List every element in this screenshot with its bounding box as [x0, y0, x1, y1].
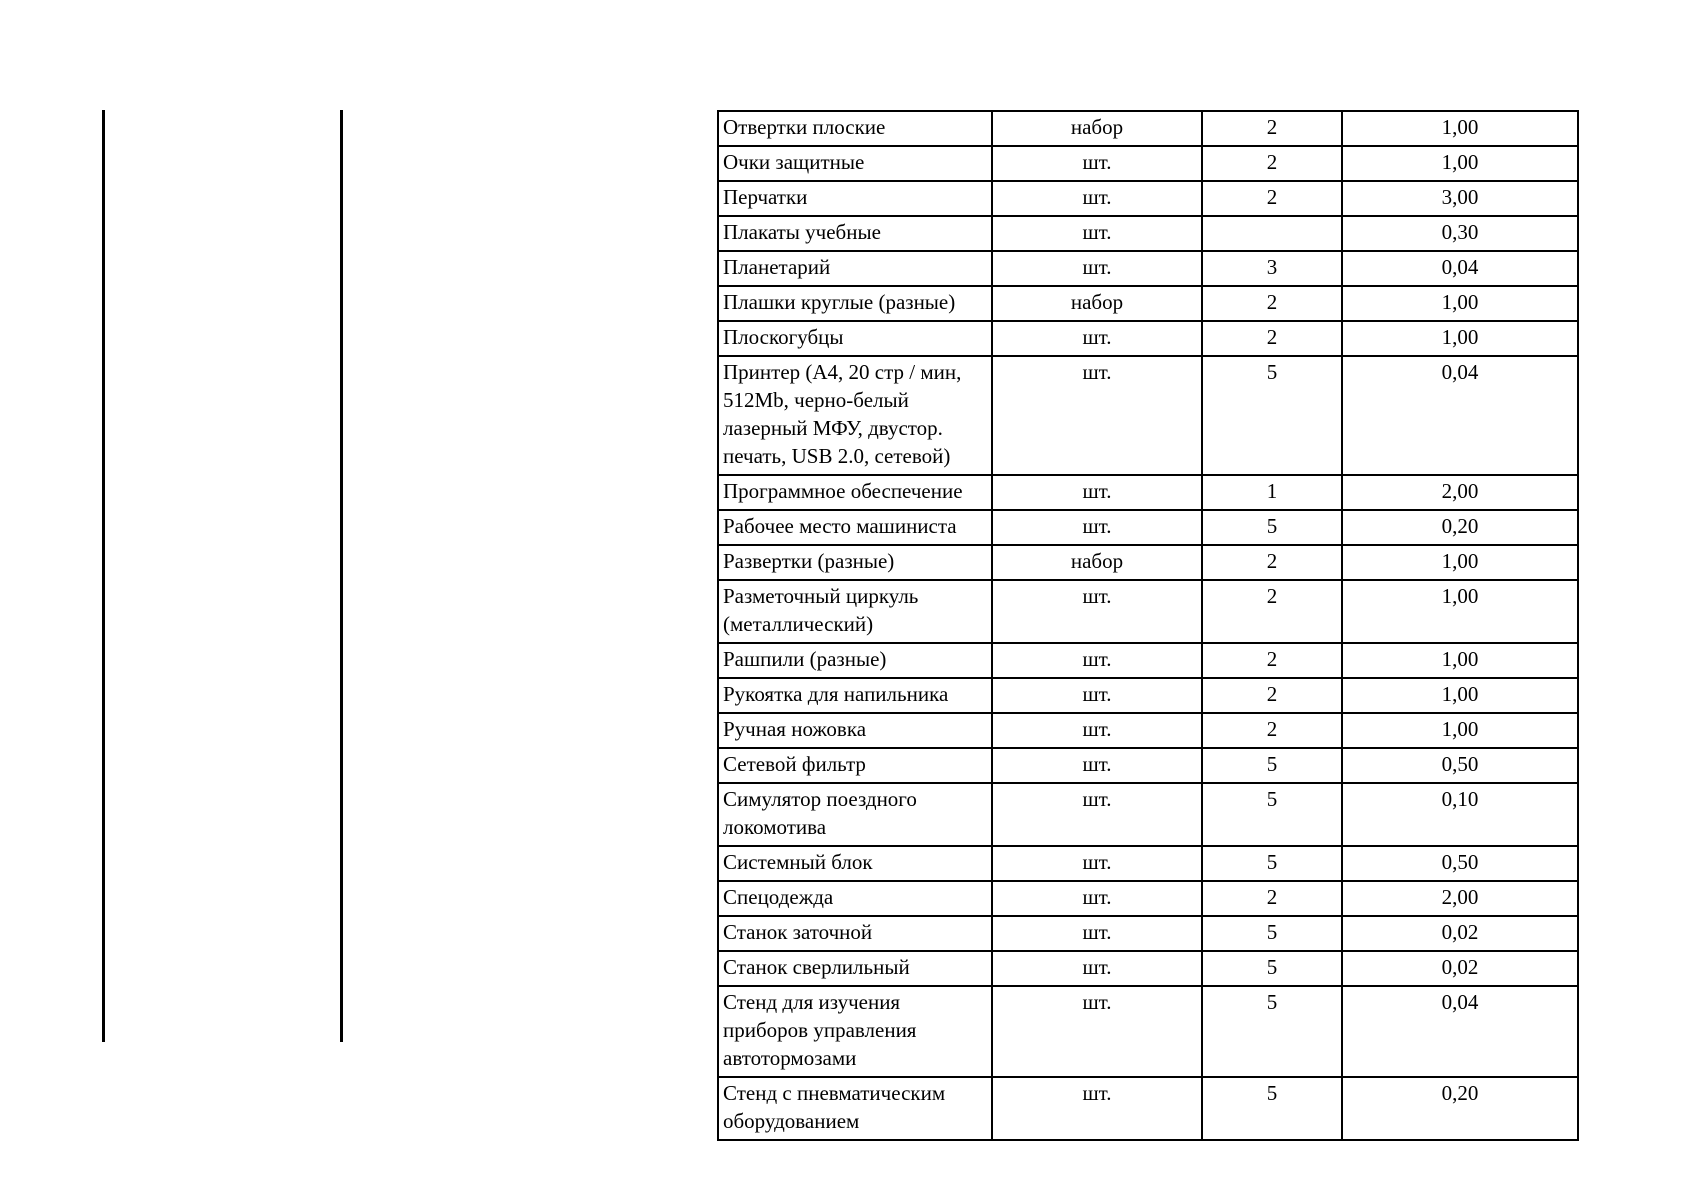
norm-cell: 1,00 — [1342, 286, 1578, 321]
item-name-cell: Плоскогубцы — [718, 321, 992, 356]
item-name-cell: Сетевой фильтр — [718, 748, 992, 783]
norm-cell: 0,04 — [1342, 356, 1578, 475]
table-row — [718, 251, 1578, 286]
unit-cell: шт. — [992, 1077, 1202, 1140]
norm-cell: 0,04 — [1342, 251, 1578, 286]
quantity-cell: 5 — [1202, 783, 1342, 846]
item-name-cell: Программное обеспечение — [718, 475, 992, 510]
table-row — [718, 286, 1578, 321]
quantity-cell: 2 — [1202, 181, 1342, 216]
quantity-cell: 2 — [1202, 321, 1342, 356]
norm-cell: 0,20 — [1342, 510, 1578, 545]
middle-border-line — [340, 110, 343, 1042]
unit-cell: шт. — [992, 986, 1202, 1077]
left-border-line — [102, 110, 105, 1042]
table-row — [718, 510, 1578, 545]
quantity-cell: 5 — [1202, 951, 1342, 986]
table-row — [718, 748, 1578, 783]
table-row — [718, 1077, 1578, 1140]
quantity-cell: 5 — [1202, 846, 1342, 881]
unit-cell: шт. — [992, 713, 1202, 748]
quantity-cell: 2 — [1202, 146, 1342, 181]
norm-cell: 1,00 — [1342, 678, 1578, 713]
item-name-cell: Разметочный циркуль (металлический) — [718, 580, 992, 643]
table-row — [718, 321, 1578, 356]
unit-cell: шт. — [992, 356, 1202, 475]
item-name-cell: Ручная ножовка — [718, 713, 992, 748]
item-name-cell: Симулятор поездного локомотива — [718, 783, 992, 846]
norm-cell: 0,02 — [1342, 951, 1578, 986]
table-row — [718, 678, 1578, 713]
quantity-cell: 5 — [1202, 986, 1342, 1077]
norm-cell: 1,00 — [1342, 713, 1578, 748]
table-row — [718, 181, 1578, 216]
item-name-cell: Стенд с пневматическим оборудованием — [718, 1077, 992, 1140]
quantity-cell: 2 — [1202, 643, 1342, 678]
quantity-cell: 5 — [1202, 1077, 1342, 1140]
unit-cell: шт. — [992, 216, 1202, 251]
table-row — [718, 881, 1578, 916]
table-row — [718, 545, 1578, 580]
unit-cell: набор — [992, 111, 1202, 146]
table-row — [718, 916, 1578, 951]
item-name-cell: Спецодежда — [718, 881, 992, 916]
item-name-cell: Принтер (А4, 20 стр / мин, 512Mb, черно-белый лазерный МФУ, двустор. печать, USB 2.0, сетевой) — [718, 356, 992, 475]
unit-cell: шт. — [992, 510, 1202, 545]
quantity-cell: 2 — [1202, 881, 1342, 916]
quantity-cell — [1202, 216, 1342, 251]
quantity-cell: 2 — [1202, 286, 1342, 321]
quantity-cell: 5 — [1202, 916, 1342, 951]
unit-cell: шт. — [992, 643, 1202, 678]
table-row — [718, 356, 1578, 475]
table-row — [718, 580, 1578, 643]
unit-cell: шт. — [992, 181, 1202, 216]
norm-cell: 1,00 — [1342, 643, 1578, 678]
unit-cell: шт. — [992, 783, 1202, 846]
equipment-table-body — [718, 111, 1578, 1140]
quantity-cell: 2 — [1202, 111, 1342, 146]
quantity-cell: 2 — [1202, 678, 1342, 713]
item-name-cell: Рукоятка для напильника — [718, 678, 992, 713]
item-name-cell: Очки защитные — [718, 146, 992, 181]
item-name-cell: Рабочее место машиниста — [718, 510, 992, 545]
norm-cell: 0,20 — [1342, 1077, 1578, 1140]
norm-cell: 0,10 — [1342, 783, 1578, 846]
item-name-cell: Развертки (разные) — [718, 545, 992, 580]
norm-cell: 0,50 — [1342, 748, 1578, 783]
table-row — [718, 951, 1578, 986]
norm-cell: 1,00 — [1342, 580, 1578, 643]
unit-cell: шт. — [992, 846, 1202, 881]
norm-cell: 0,50 — [1342, 846, 1578, 881]
table-row — [718, 713, 1578, 748]
item-name-cell: Отвертки плоские — [718, 111, 992, 146]
quantity-cell: 5 — [1202, 510, 1342, 545]
table-row — [718, 986, 1578, 1077]
unit-cell: шт. — [992, 881, 1202, 916]
norm-cell: 1,00 — [1342, 321, 1578, 356]
item-name-cell: Станок заточной — [718, 916, 992, 951]
unit-cell: шт. — [992, 251, 1202, 286]
quantity-cell: 1 — [1202, 475, 1342, 510]
equipment-table — [717, 110, 1579, 1141]
item-name-cell: Стенд для изучения приборов управления автотормозами — [718, 986, 992, 1077]
unit-cell: набор — [992, 286, 1202, 321]
item-name-cell: Плашки круглые (разные) — [718, 286, 992, 321]
table-row — [718, 783, 1578, 846]
quantity-cell: 5 — [1202, 748, 1342, 783]
quantity-cell: 5 — [1202, 356, 1342, 475]
unit-cell: шт. — [992, 146, 1202, 181]
unit-cell: шт. — [992, 951, 1202, 986]
norm-cell: 1,00 — [1342, 111, 1578, 146]
item-name-cell: Рашпили (разные) — [718, 643, 992, 678]
item-name-cell: Плакаты учебные — [718, 216, 992, 251]
unit-cell: шт. — [992, 321, 1202, 356]
norm-cell: 0,04 — [1342, 986, 1578, 1077]
table-row — [718, 475, 1578, 510]
item-name-cell: Станок сверлильный — [718, 951, 992, 986]
table-row — [718, 846, 1578, 881]
norm-cell: 2,00 — [1342, 881, 1578, 916]
norm-cell: 1,00 — [1342, 545, 1578, 580]
table-row — [718, 146, 1578, 181]
unit-cell: шт. — [992, 580, 1202, 643]
unit-cell: шт. — [992, 916, 1202, 951]
unit-cell: шт. — [992, 748, 1202, 783]
unit-cell: шт. — [992, 475, 1202, 510]
quantity-cell: 2 — [1202, 545, 1342, 580]
norm-cell: 0,02 — [1342, 916, 1578, 951]
unit-cell: набор — [992, 545, 1202, 580]
norm-cell: 1,00 — [1342, 146, 1578, 181]
item-name-cell: Планетарий — [718, 251, 992, 286]
table-row — [718, 643, 1578, 678]
quantity-cell: 2 — [1202, 713, 1342, 748]
table-row — [718, 111, 1578, 146]
unit-cell: шт. — [992, 678, 1202, 713]
item-name-cell: Перчатки — [718, 181, 992, 216]
item-name-cell: Системный блок — [718, 846, 992, 881]
norm-cell: 3,00 — [1342, 181, 1578, 216]
norm-cell: 2,00 — [1342, 475, 1578, 510]
table-row — [718, 216, 1578, 251]
quantity-cell: 3 — [1202, 251, 1342, 286]
norm-cell: 0,30 — [1342, 216, 1578, 251]
quantity-cell: 2 — [1202, 580, 1342, 643]
